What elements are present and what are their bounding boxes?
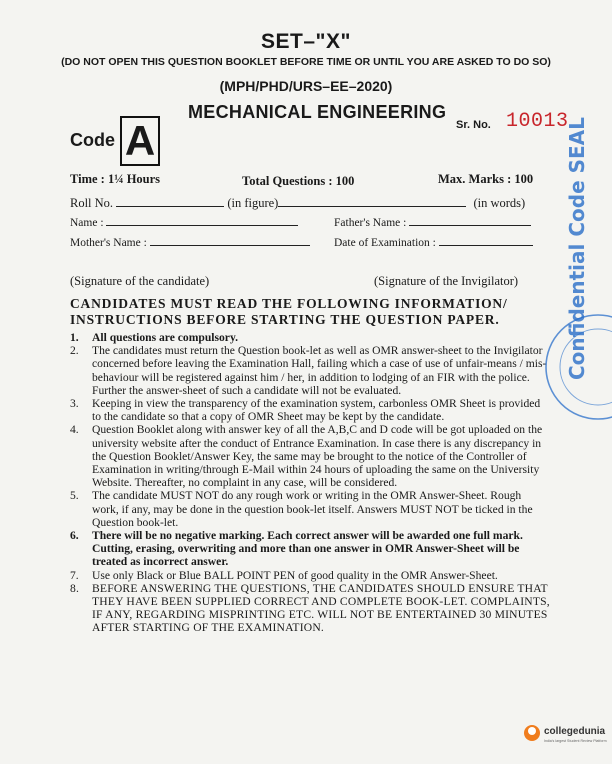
do-not-open-warning: (DO NOT OPEN THIS QUESTION BOOKLET BEFORE TIME OR UNTIL YOU ARE ASKED TO DO SO) (61, 56, 551, 68)
roll-no-field (70, 196, 525, 211)
mother-name-label: Mother's Name : (70, 237, 147, 249)
candidate-signature: (Signature of the candidate) (70, 274, 210, 288)
exam-code: (MPH/PHD/URS–EE–2020) (219, 78, 393, 94)
instructions-heading: CANDIDATES MUST READ THE FOLLOWING INFORMATION/ INSTRUCTIONS BEFORE STARTING THE QUESTION PAPER. (70, 296, 508, 327)
list-item: 7. Use only Black or Blue BALL POINT PEN of good quality in the OMR Answer-Sheet. (70, 568, 498, 582)
name-line[interactable] (106, 216, 298, 226)
booklet-code-box: A (120, 116, 160, 166)
mother-name-line[interactable] (150, 236, 310, 246)
roll-no-words-line[interactable] (278, 197, 466, 207)
father-name-field (334, 216, 531, 229)
seal-text: Confidential Code SEAL (565, 117, 589, 380)
list-item: 5. The candidate MUST NOT do any rough work or writing in the OMR Answer-Sheet. Rough work, if any, may be done in the question book-let itself. Answers MUST NOT be ticked in the Question book-let. (70, 489, 533, 529)
instructions-list (70, 331, 550, 635)
set-title: SET–"X" (261, 30, 351, 53)
collegedunia-watermark (522, 718, 612, 758)
name-field (70, 216, 298, 229)
date-exam-line[interactable] (439, 236, 533, 246)
date-exam-field (334, 236, 533, 249)
max-marks: Max. Marks : 100 (438, 172, 534, 186)
list-item: 8. BEFORE ANSWERING THE QUESTIONS, THE CANDIDATES SHOULD ENSURE THAT THEY HAVE BEEN SUPPLIED CORRECT AND COMPLETE BOOK-LET. COMPLAINTS, IF ANY, REGARDING MISPRINTING ETC. WILL NOT BE ENTERTAINED 30 MINUTES AFTER STARTING OF THE EXAMINATION. (70, 581, 550, 635)
roll-no-label: Roll No. (70, 196, 114, 210)
list-item: 4. Question Booklet along with answer key of all the A,B,C and D code will be got uploaded on the university website after the conduct of Entrance Examination. In case there is any discrepancy in the Question Booklet/Answer Key, the same may be brought to the notice of the Controller of Examination in writing/through E-Mail within 24 hours of uploading the same on the University Website. Thereafter, no complaint in any case, will be considered. (70, 423, 543, 490)
father-name-label: Father's Name : (334, 217, 407, 229)
serial-number-value: 10013 (506, 110, 569, 133)
total-questions: Total Questions : 100 (242, 174, 355, 188)
roll-no-figure-line[interactable] (116, 197, 224, 207)
brand-name: collegedunia (544, 726, 606, 737)
list-item: 6. There will be no negative marking. Each correct answer will be awarded one full mark. Cutting, erasing, overwriting and more than one answer in OMR Answer-Sheet will be treated as incorrect answer. (70, 529, 523, 569)
list-item: 2. The candidates must return the Question book-let as well as OMR answer-sheet to the Invigilator concerned before leaving the Examination Hall, failing which a case of use of unfair-means / mis-behaviour will be registered against him / her, in addition to lodging of an FIR with the police. Further the answer-sheet of such a candidate will not be evaluated. (70, 344, 547, 397)
father-name-line[interactable] (409, 216, 531, 226)
brand-tagline: India's largest Student Review Platform (544, 739, 607, 743)
list-item: 3. Keeping in view the transparency of the examination system, carbonless OMR Sheet is provided to the candidate so that a copy of OMR Sheet may be kept by the candidate. (70, 397, 541, 424)
list-item: 1. All questions are compulsory. (70, 331, 239, 344)
serial-number-label: Sr. No. (456, 119, 491, 131)
invigilator-signature: (Signature of the Invigilator) (374, 274, 519, 288)
mother-name-field (70, 236, 310, 249)
in-words-label: (in words) (473, 196, 526, 210)
time-info: Time : 1¼ Hours (70, 172, 161, 186)
code-label: Code (70, 130, 115, 150)
name-label: Name : (70, 217, 104, 229)
in-figure-label: (in figure) (227, 196, 279, 210)
subject-title: MECHANICAL ENGINEERING (188, 102, 447, 122)
confidential-seal-stamp (540, 117, 612, 432)
date-exam-label: Date of Examination : (334, 237, 436, 249)
